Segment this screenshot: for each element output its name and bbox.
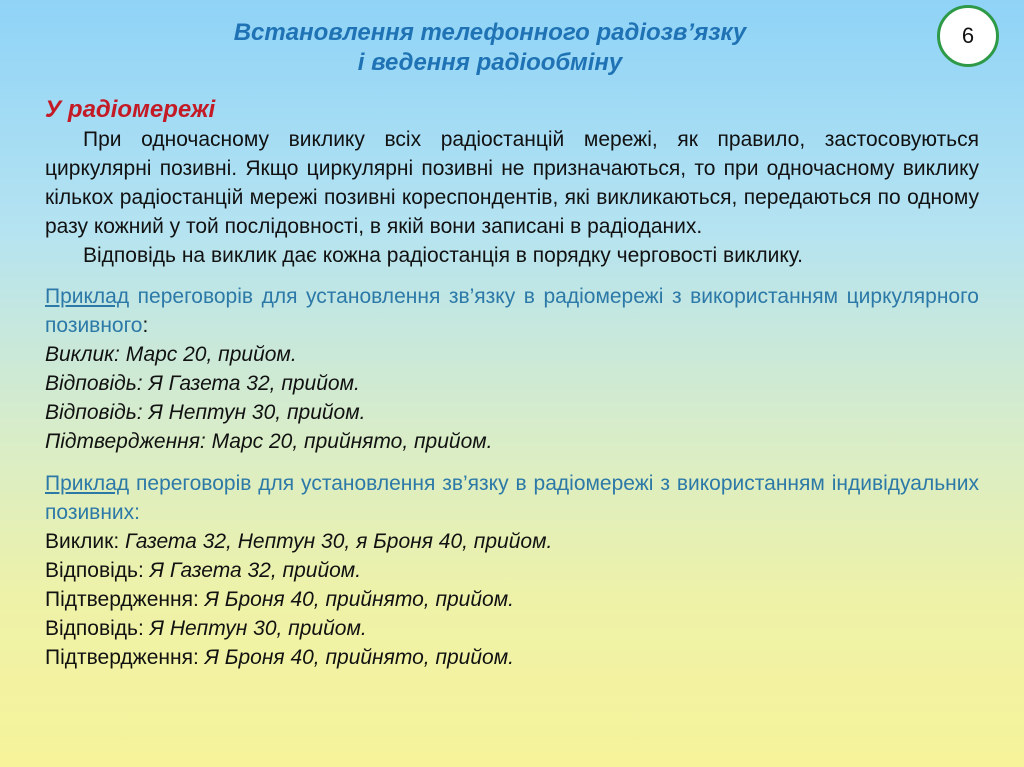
slide-title: [100, 18, 880, 78]
example-2-line-value: Я Нептун 30, прийом.: [149, 617, 367, 640]
example-2-line: [45, 556, 979, 585]
example-2-line: [45, 614, 979, 643]
example-2-line-value: Я Броня 40, прийнято, прийом.: [204, 646, 514, 669]
paragraph-answer-order: Відповідь на виклик дає кожна радіостанція в порядку черговості виклику.: [83, 244, 803, 267]
slide-title-line-1: Встановлення телефонного радіозв’язку: [233, 19, 747, 46]
example-2-line-label: Відповідь:: [45, 617, 150, 640]
slide-content: [45, 95, 979, 672]
example-2-line-label: Підтвердження:: [45, 646, 205, 669]
example-2-line-label: Відповідь:: [45, 559, 150, 582]
example-1-line: Відповідь: Я Газета 32, прийом.: [45, 372, 360, 395]
example-1-link[interactable]: Приклад: [45, 285, 130, 308]
example-2-line-label: Виклик:: [45, 530, 126, 553]
slide-title-line-2: і ведення радіообміну: [357, 49, 623, 76]
section-title: У радіомережі: [45, 96, 216, 123]
example-1-heading-text: переговорів для установлення зв’язку в радіомережі з використанням циркулярного позивного: [45, 285, 979, 337]
example-2-line: [45, 527, 979, 556]
slide-number-badge: 6: [937, 5, 999, 67]
example-2-line: [45, 643, 979, 672]
example-1-line: Підтвердження: Марс 20, прийнято, прийом.: [45, 430, 493, 453]
example-1-heading: [45, 282, 979, 340]
paragraph-circular-callsigns: При одночасному виклику всіх радіостанцій мережі, як правило, застосовуються циркулярні позивні. Якщо циркулярні позивні не призначаються, то при одночасному виклику кількох радіостанцій мережі позивні кореспондентів, які викликаються, передаються по одному разу кожний у той послідовності, в якій вони записані в радіоданих.: [45, 128, 979, 238]
example-2-heading-text: переговорів для установлення зв’язку в радіомережі з використанням індивідуальних позивних:: [45, 472, 979, 524]
example-1-line: Відповідь: Я Нептун 30, прийом.: [45, 401, 366, 424]
example-2-line-value: Газета 32, Нептун 30, я Броня 40, прийом.: [125, 530, 553, 553]
example-2-line-value: Я Газета 32, прийом.: [149, 559, 362, 582]
example-1-colon: :: [142, 314, 149, 337]
example-2-line-label: Підтвердження:: [45, 588, 205, 611]
example-2-heading: [45, 469, 979, 527]
example-2-line: [45, 585, 979, 614]
example-2-line-value: Я Броня 40, прийнято, прийом.: [204, 588, 514, 611]
example-2-link[interactable]: Приклад: [45, 472, 130, 495]
example-1-line: Виклик: Марс 20, прийом.: [45, 343, 297, 366]
